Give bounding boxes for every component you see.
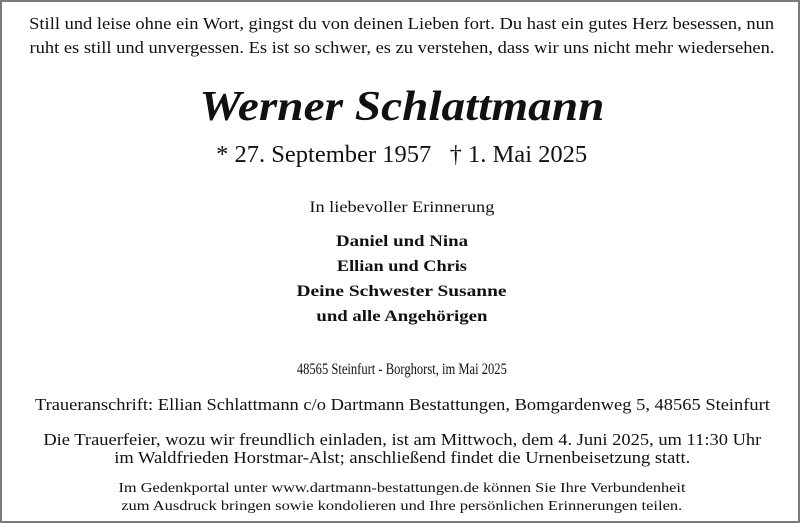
remembrance-heading: In liebevoller Erinnerung	[309, 199, 495, 216]
mourner-2: Ellian und Chris	[336, 258, 467, 275]
mourner-4: und alle Angehörigen	[316, 308, 488, 325]
mourner-1: Daniel und Nina	[335, 233, 468, 250]
ceremony-line-1: Die Trauerfeier, wozu wir freundlich einladen, ist am Mittwoch, dem 4. Juni 2025, um 11:30 Uhr	[43, 430, 761, 449]
life-dates: * 27. September 1957 † 1. Mai 2025	[216, 142, 588, 168]
mourning-address: Traueranschrift: Ellian Schlattmann c/o Dartmann Bestattungen, Bomgardenweg 5, 48565 Steinfurt	[34, 395, 770, 414]
deceased-name: Werner Schlattmann	[199, 84, 605, 130]
portal-line-2: zum Ausdruck bringen sowie kondolieren und Ihre persönlichen Erinnerungen teilen.	[121, 499, 683, 514]
mourner-3: Deine Schwester Susanne	[296, 283, 507, 300]
ceremony-line-2: im Waldfrieden Horstmar-Alst; anschließend findet die Urnenbeisetzung statt.	[114, 448, 690, 467]
verse-line-1: Still und leise ohne ein Wort, gingst du von deinen Lieben fort. Du hast ein gutes Herz besessen, nun	[29, 14, 775, 33]
place-date: 48565 Steinfurt - Borghorst, im Mai 2025	[296, 361, 507, 378]
verse-line-2: ruht es still und unvergessen. Es ist so schwer, es zu verstehen, dass wir uns nicht mehr wiedersehen.	[29, 38, 775, 57]
portal-line-1: Im Gedenkportal unter www.dartmann-bestattungen.de können Sie Ihre Verbundenheit	[118, 481, 686, 496]
